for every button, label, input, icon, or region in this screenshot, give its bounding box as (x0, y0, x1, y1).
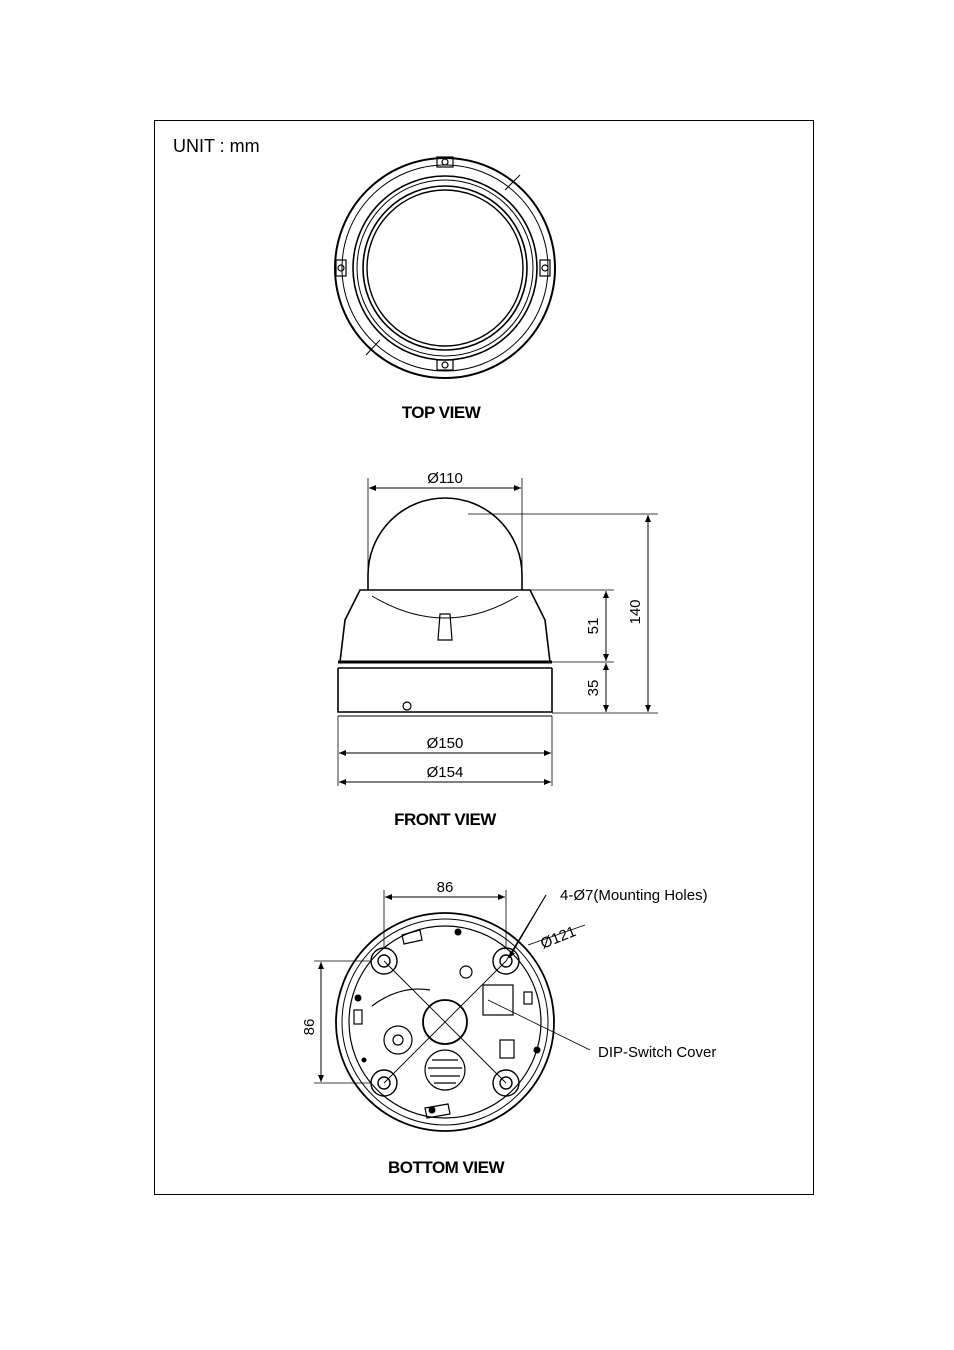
dim-hole-spacing-vertical: 86 (301, 1018, 318, 1036)
dim-total-height: 140 (627, 599, 644, 625)
dim-lower-height: 35 (585, 679, 602, 697)
dim-dome-diameter: Ø110 (427, 470, 463, 487)
front-view-title: FRONT VIEW (394, 810, 496, 829)
dim-upper-height: 51 (585, 617, 602, 635)
dim-base-diameter: Ø150 (426, 735, 464, 752)
front-view-drawing (338, 478, 658, 786)
dim-pcd: Ø121 (538, 923, 579, 953)
dim-hole-spacing-horizontal: 86 (436, 879, 454, 896)
callout-mounting-holes: 4-Ø7(Mounting Holes) (560, 887, 708, 904)
bottom-view-drawing (314, 890, 590, 1131)
top-view-title: TOP VIEW (401, 403, 481, 422)
unit-label: UNIT : mm (173, 136, 260, 156)
bottom-view-title: BOTTOM VIEW (387, 1158, 505, 1177)
callout-dip-switch-cover: DIP-Switch Cover (598, 1044, 717, 1061)
dim-overall-diameter: Ø154 (426, 764, 464, 781)
top-view-drawing (335, 157, 555, 378)
